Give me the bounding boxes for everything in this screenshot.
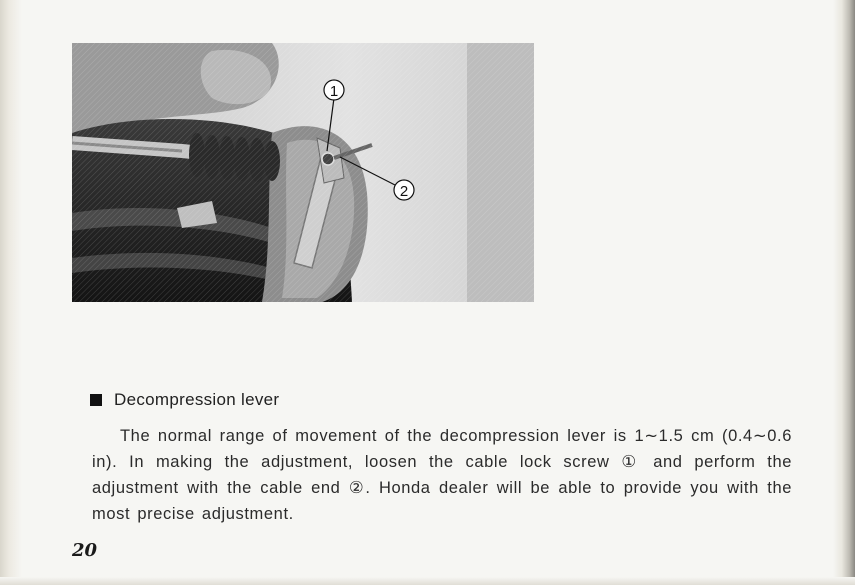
page-bottom-edge xyxy=(0,577,855,585)
callout-1-label: 1 xyxy=(329,83,339,100)
decompression-lever-photo xyxy=(72,43,534,302)
section-heading xyxy=(90,390,279,410)
page-number: 20 xyxy=(72,540,98,561)
section-heading-text: Decompression lever xyxy=(114,390,280,409)
page-spine xyxy=(0,0,22,585)
page-edge xyxy=(833,0,855,585)
callout-2-label: 2 xyxy=(399,183,409,200)
square-bullet-icon xyxy=(90,394,102,406)
section-paragraph: The normal range of movement of the decompression lever is 1∼1.5 cm (0.4∼0.6 in). In making the adjustment, loosen the cable lock screw ① and perform the adjustment with the cable end ②. Honda dealer will be able to provide you with the most precise adjustment. xyxy=(92,427,792,523)
